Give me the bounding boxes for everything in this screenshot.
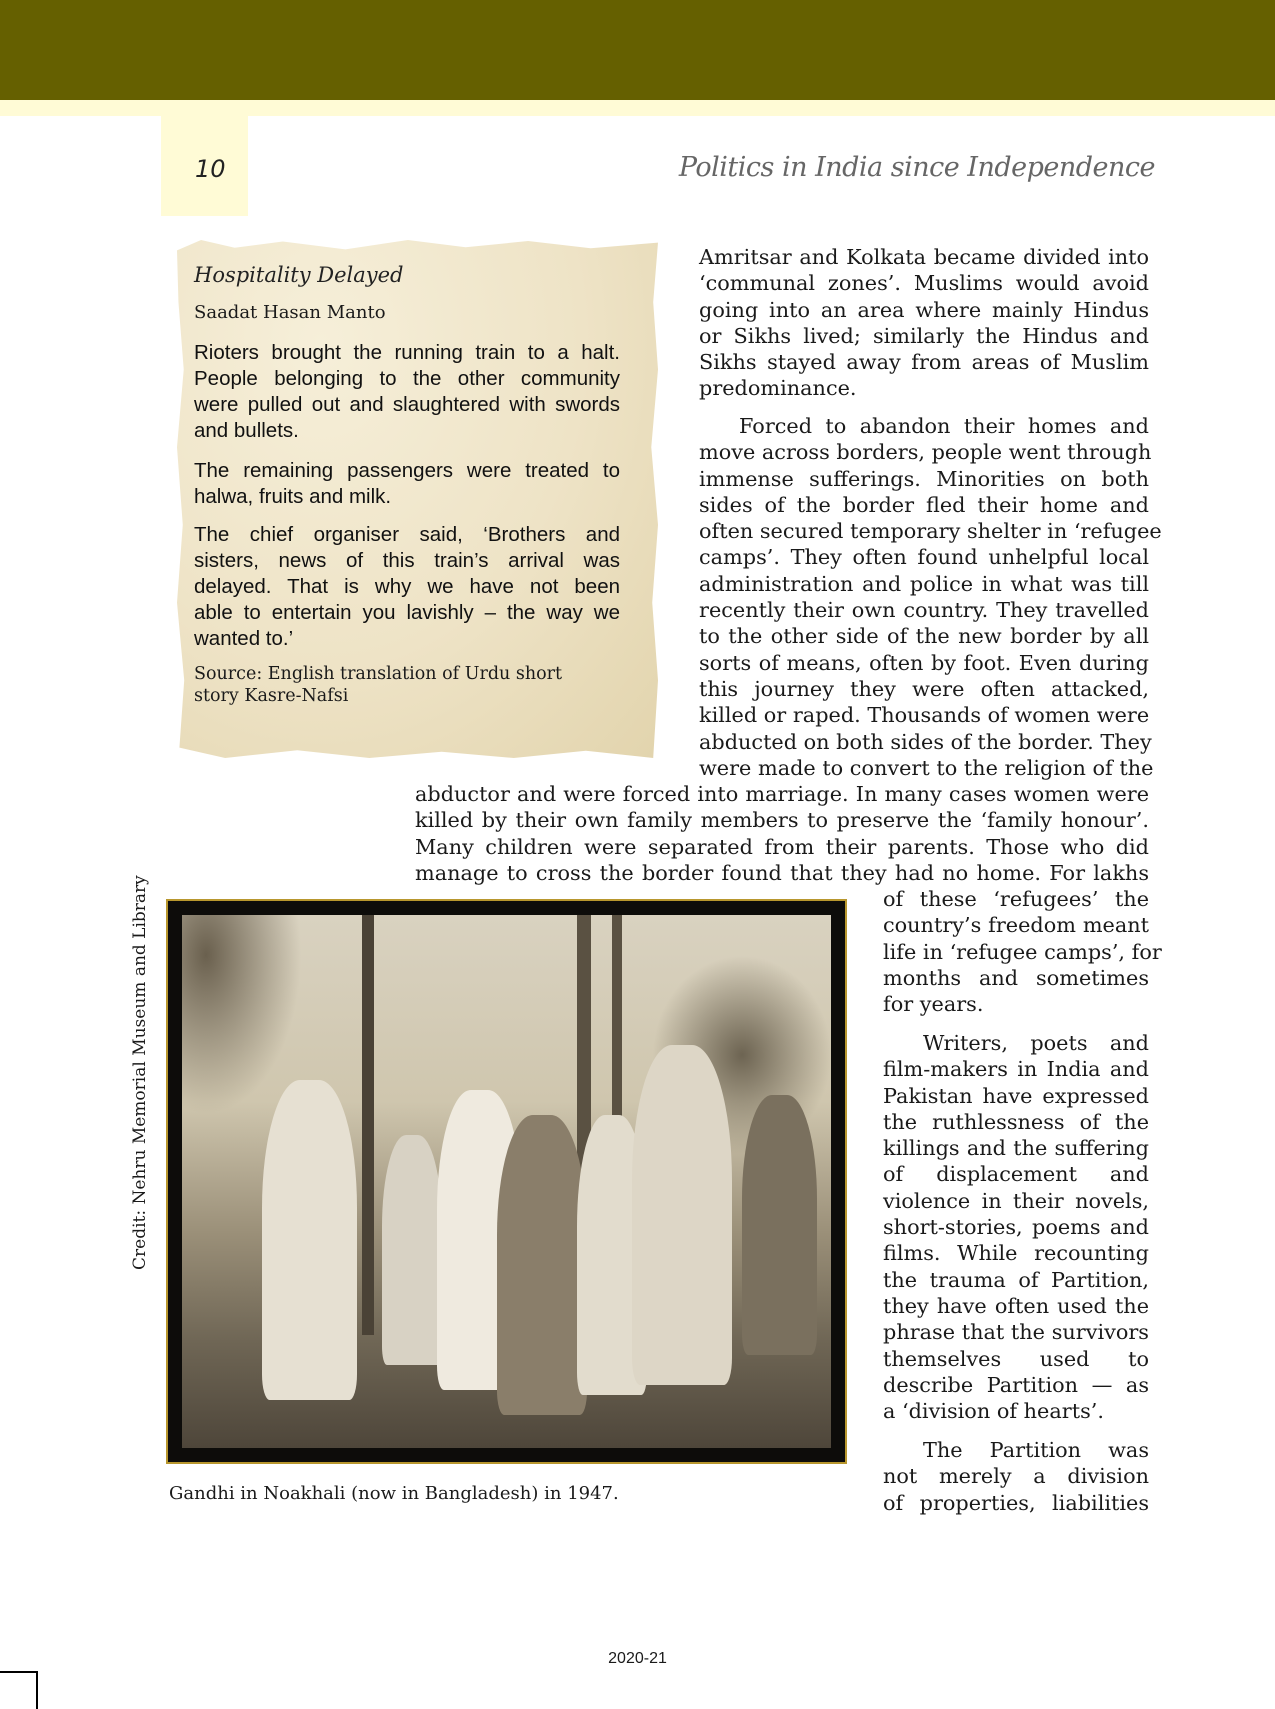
text-line: country’s freedom meant: [883, 913, 1149, 938]
text-line: Many children were separated from their parents. Those who did: [415, 834, 1149, 859]
text-line: to the other side of the new border by all: [699, 624, 1149, 649]
text-line: film-makers in India and: [883, 1057, 1149, 1082]
text-line: sides of the border fled their home and: [699, 492, 1149, 517]
quote-source: [194, 663, 562, 707]
text-line: describe Partition — as: [883, 1372, 1149, 1397]
text-line: wanted to.’: [194, 627, 294, 650]
text-line: the ruthlessness of the: [883, 1109, 1149, 1134]
quote-paragraph: [194, 522, 620, 652]
text-line: and bullets.: [194, 419, 299, 442]
text-line: were pulled out and slaughtered with swords: [194, 393, 620, 416]
text-line: halwa, fruits and milk.: [194, 485, 392, 508]
text-line: delayed. That is why we have not been: [194, 575, 620, 598]
text-line: themselves used to: [883, 1346, 1149, 1371]
page-number: 10: [195, 155, 226, 183]
text-line: or Sikhs lived; similarly the Hindus and: [699, 323, 1149, 348]
text-line: the trauma of Partition,: [883, 1267, 1149, 1292]
text-line: predominance.: [699, 376, 857, 401]
body-paragraph-wide: [415, 781, 1149, 886]
text-line: move across borders, people went through: [699, 440, 1152, 465]
quote-paragraph: [194, 458, 620, 510]
text-line: killings and the suffering: [883, 1136, 1149, 1161]
text-line: were made to convert to the religion of the: [699, 755, 1154, 780]
body-paragraph: [883, 1437, 1149, 1516]
quote-paragraph: [194, 340, 620, 444]
photo-gandhi-noakhali: [166, 899, 847, 1464]
photo-image: [182, 915, 831, 1448]
body-paragraph: [699, 244, 1149, 402]
text-line: administration and police in what was till: [699, 571, 1149, 596]
text-line: manage to cross the border found that they had no home. For lakhs: [415, 860, 1149, 885]
text-line: abducted on both sides of the border. They: [699, 729, 1152, 754]
text-line: for years.: [883, 992, 984, 1017]
text-line: Rioters brought the running train to a halt.: [194, 341, 620, 364]
body-paragraph-narrow: [883, 886, 1162, 1017]
text-line: Forced to abandon their homes and: [739, 414, 1149, 438]
crop-mark: [0, 1671, 38, 1709]
text-line: sisters, news of this train’s arrival was: [194, 549, 620, 572]
text-line: going into an area where mainly Hindus: [699, 297, 1149, 322]
source-line: Source: English translation of Urdu short: [194, 664, 563, 684]
text-line: recently their own country. They travelled: [699, 598, 1149, 623]
quote-author: Saadat Hasan Manto: [194, 302, 386, 323]
text-line: not merely a division: [883, 1464, 1149, 1489]
text-line: The remaining passengers were treated to: [194, 459, 620, 482]
text-line: months and sometimes: [883, 965, 1149, 990]
photo-credit: Credit: Nehru Memorial Museum and Library: [130, 875, 150, 1270]
text-line: killed by their own family members to preserve the ‘family honour’.: [415, 808, 1149, 833]
text-line: immense sufferings. Minorities on both: [699, 466, 1149, 491]
body-paragraph: [883, 1030, 1149, 1424]
text-line: Amritsar and Kolkata became divided into: [699, 245, 1149, 269]
text-line: short-stories, poems and: [883, 1215, 1149, 1240]
text-line: camps’. They often found unhelpful local: [699, 545, 1149, 570]
text-line: ‘communal zones’. Muslims would avoid: [699, 271, 1149, 296]
text-line: of displacement and: [883, 1162, 1149, 1187]
text-line: phrase that the survivors: [883, 1320, 1149, 1345]
text-line: killed or raped. Thousands of women were: [699, 703, 1150, 728]
photo-caption: Gandhi in Noakhali (now in Bangladesh) in 1947.: [169, 1483, 619, 1504]
text-line: they have often used the: [883, 1293, 1149, 1318]
text-line: sorts of means, often by foot. Even during: [699, 650, 1149, 675]
text-line: violence in their novels,: [883, 1188, 1149, 1213]
text-line: The Partition was: [923, 1438, 1149, 1462]
text-line: this journey they were often attacked,: [699, 676, 1149, 701]
text-line: a ‘division of hearts’.: [883, 1399, 1104, 1424]
running-title: Politics in India since Independence: [678, 152, 1155, 183]
text-line: abductor and were forced into marriage. In many cases women were: [415, 782, 1149, 806]
top-color-band: [0, 0, 1275, 100]
photo-frame: [168, 901, 845, 1462]
text-line: of properties, liabilities: [883, 1490, 1149, 1515]
quote-title: Hospitality Delayed: [194, 263, 404, 287]
text-line: life in ‘refugee camps’, for: [883, 939, 1162, 964]
text-line: People belonging to the other community: [194, 367, 620, 390]
text-line: of these ‘refugees’ the: [883, 887, 1149, 911]
cream-band: [0, 100, 1275, 116]
body-paragraph: [699, 413, 1162, 781]
text-line: The chief organiser said, ‘Brothers and: [194, 523, 620, 546]
text-line: able to entertain you lavishly – the way we: [194, 601, 620, 624]
text-line: films. While recounting: [883, 1241, 1149, 1266]
text-line: Pakistan have expressed: [883, 1083, 1149, 1108]
text-line: often secured temporary shelter in ‘refugee: [699, 519, 1162, 544]
source-line: story Kasre-Nafsi: [194, 686, 349, 706]
text-line: Sikhs stayed away from areas of Muslim: [699, 350, 1149, 375]
text-line: Writers, poets and: [923, 1031, 1149, 1055]
footer-year: 2020-21: [608, 1650, 667, 1667]
